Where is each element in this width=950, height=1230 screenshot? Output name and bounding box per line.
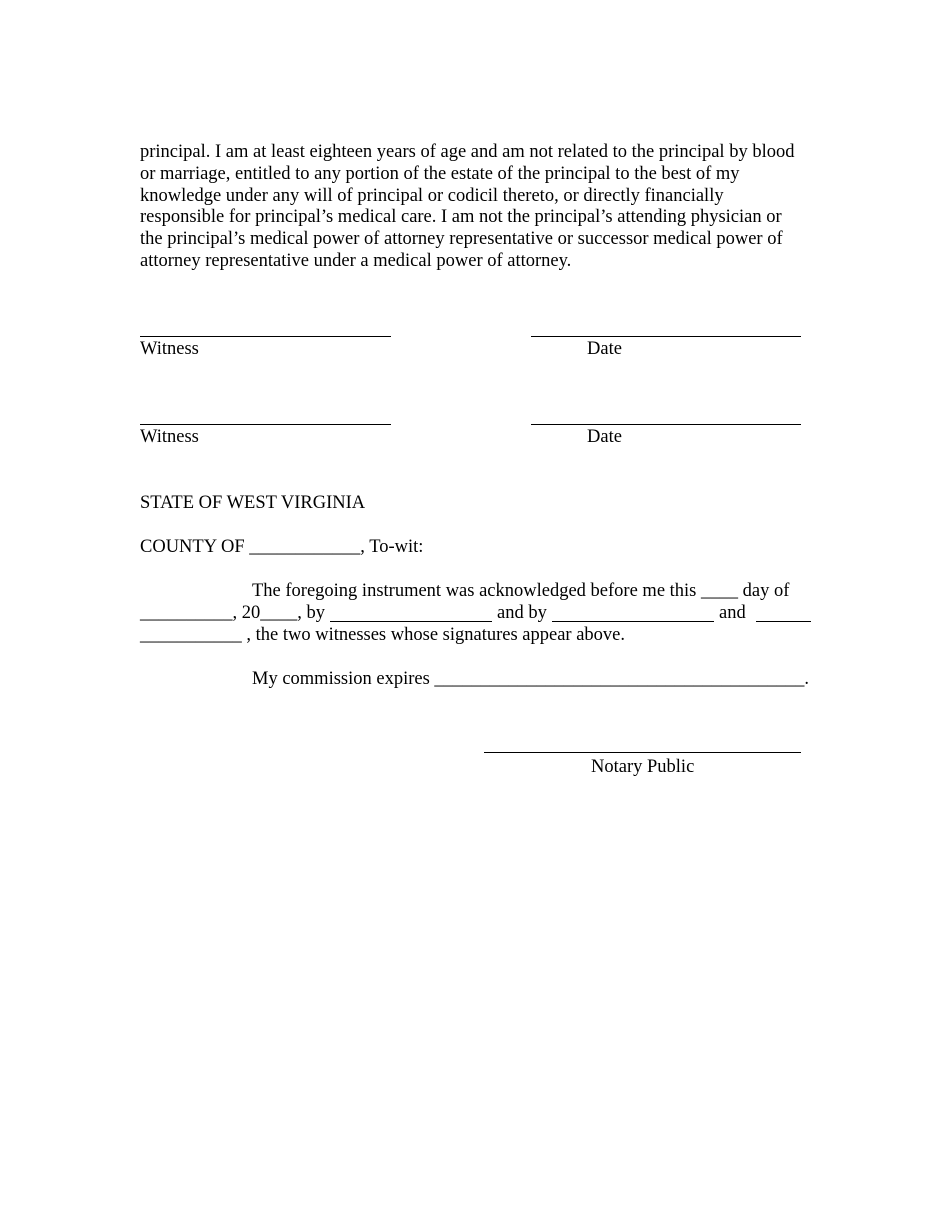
state-heading: STATE OF WEST VIRGINIA	[140, 493, 366, 513]
paragraph-line: responsible for principal’s medical care. I am not the principal’s attending physician or	[140, 207, 782, 227]
date-label: Date	[587, 339, 622, 359]
acknowledgment-line-3: ___________ , the two witnesses whose signatures appear above.	[140, 625, 626, 645]
paragraph-line: the principal’s medical power of attorney representative or successor medical power of	[140, 229, 783, 249]
acknowledgment-and-by: and by	[497, 603, 547, 623]
witness-one-name-blank[interactable]	[552, 621, 714, 622]
notary-signature-line[interactable]	[484, 752, 801, 753]
paragraph-line: attorney representative under a medical power of attorney.	[140, 251, 572, 271]
witness-label: Witness	[140, 339, 199, 359]
witness-label: Witness	[140, 427, 199, 447]
notary-public-label: Notary Public	[591, 757, 695, 777]
principal-name-blank[interactable]	[330, 621, 492, 622]
acknowledgment-line-2-start: __________, 20____, by	[140, 603, 325, 623]
date-label: Date	[587, 427, 622, 447]
paragraph-line: knowledge under any will of principal or codicil thereto, or directly financially	[140, 186, 724, 206]
date-signature-line[interactable]	[531, 424, 801, 425]
paragraph-line: or marriage, entitled to any portion of the estate of the principal to the best of my	[140, 164, 740, 184]
county-line: COUNTY OF ____________, To-wit:	[140, 537, 424, 557]
witness-signature-line[interactable]	[140, 424, 391, 425]
witness-signature-line[interactable]	[140, 336, 391, 337]
acknowledgment-and: and	[719, 603, 746, 623]
witness-two-name-blank[interactable]	[756, 621, 811, 622]
date-signature-line[interactable]	[531, 336, 801, 337]
acknowledgment-line-1: The foregoing instrument was acknowledged before me this ____ day of	[252, 581, 790, 601]
paragraph-line: principal. I am at least eighteen years of age and am not related to the principal by blood	[140, 142, 795, 162]
commission-expires-line: My commission expires ________________________________________.	[252, 669, 810, 689]
